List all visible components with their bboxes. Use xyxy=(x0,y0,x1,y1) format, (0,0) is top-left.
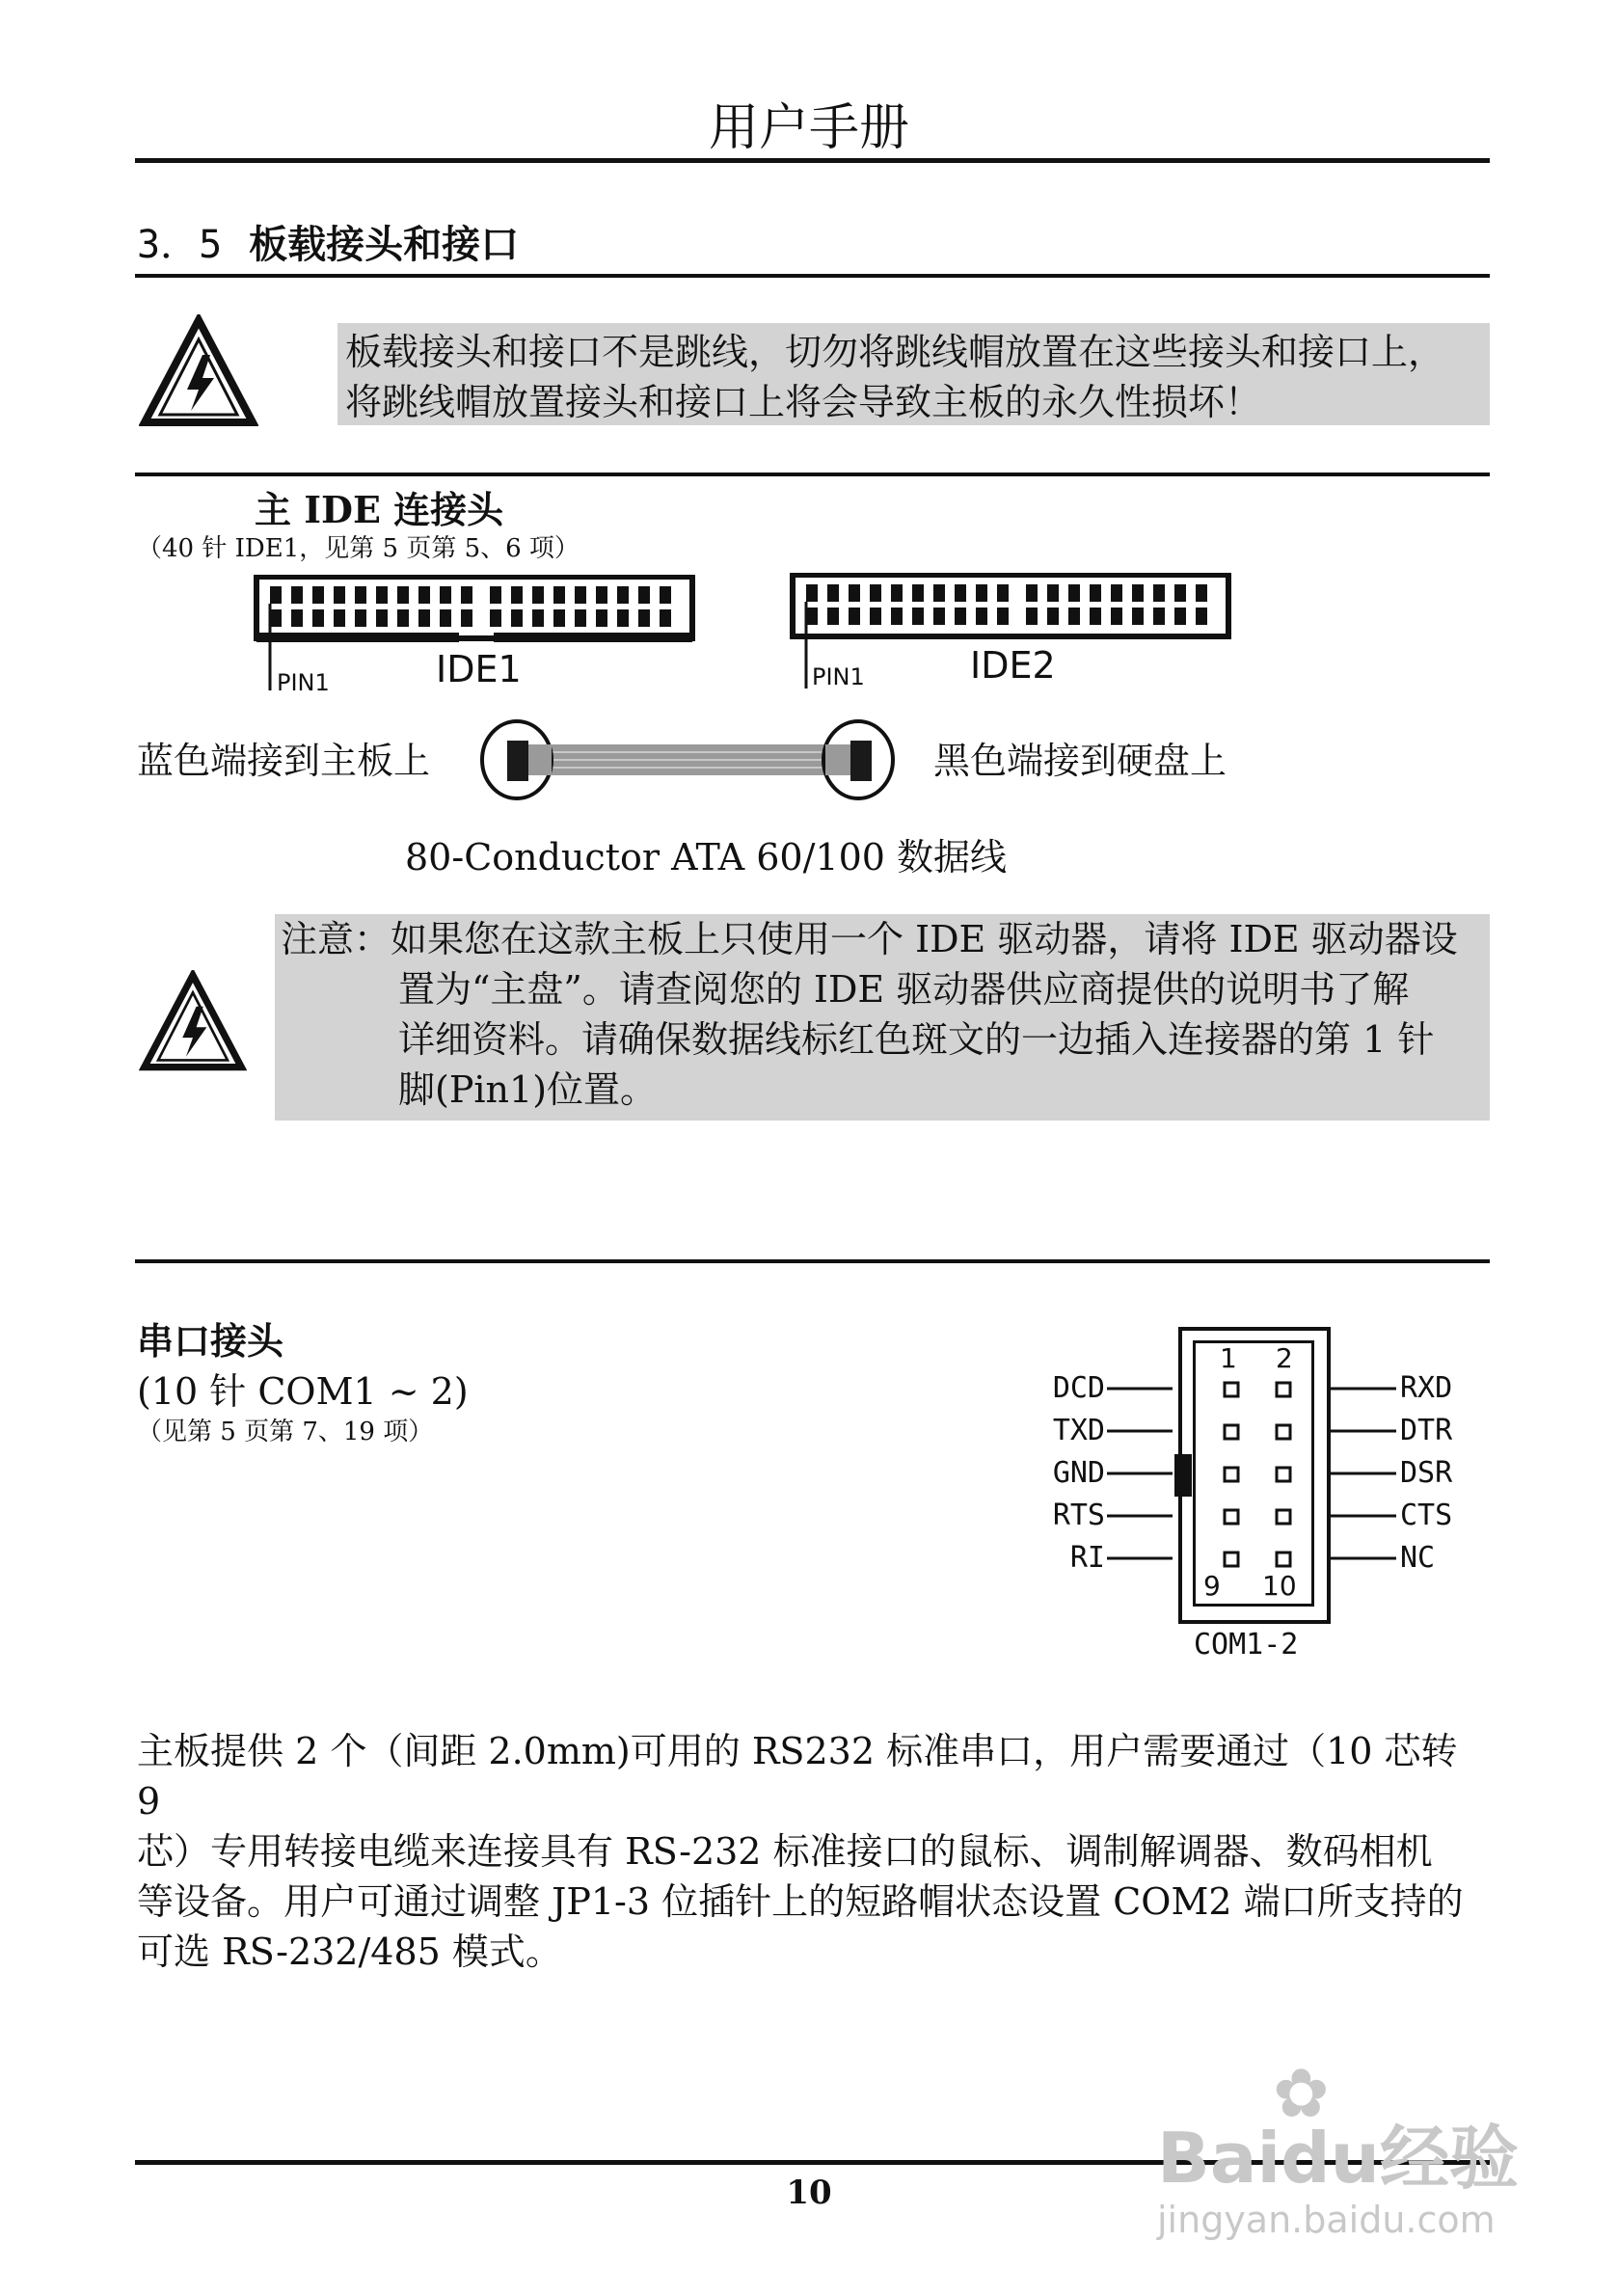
header-rule xyxy=(135,158,1490,163)
note-box xyxy=(275,914,1490,1121)
pin-10-label: 10 xyxy=(1262,1570,1297,1602)
pin-rts-label: RTS xyxy=(1052,1499,1105,1532)
serial-sub1: (10 针 COM1 ~ 2) xyxy=(137,1370,469,1413)
serial-heading: 串口接头 xyxy=(137,1319,284,1363)
pin-9-label: 9 xyxy=(1203,1570,1221,1602)
pin-gnd-label: GND xyxy=(1052,1456,1105,1490)
pin-nc-label: NC xyxy=(1400,1541,1436,1575)
serial-sub2: （见第 5 页第 7、19 项） xyxy=(137,1418,434,1446)
pin-cts-label: CTS xyxy=(1400,1499,1453,1532)
warning-box-1 xyxy=(337,323,1490,425)
ide-heading: 主 IDE 连接头 xyxy=(255,488,504,531)
note-line4: 脚(Pin1)位置。 xyxy=(398,1068,658,1111)
high-voltage-note-icon xyxy=(139,970,247,1072)
body-line1: 主板提供 2 个（间距 2.0mm)可用的 RS232 标准串口，用户需要通过（10 芯转 9 xyxy=(137,1730,1458,1823)
watermark-url: jingyan.baidu.com xyxy=(1157,2199,1496,2241)
body-line4: 可选 RS-232/485 模式。 xyxy=(137,1931,562,1973)
ide-section-rule xyxy=(135,473,1490,476)
body-line2: 芯）专用转接电缆来连接具有 RS-232 标准接口的鼠标、调制解调器、数码相机 xyxy=(137,1830,1433,1873)
section-title: 板载接头和接口 xyxy=(249,222,520,267)
com-connector-diagram xyxy=(1041,1321,1485,1668)
note-line2: 置为“主盘”。请查阅您的 IDE 驱动器供应商提供的说明书了解 xyxy=(398,968,1410,1011)
cable-caption: 80-Conductor ATA 60/100 数据线 xyxy=(405,836,1008,878)
section-rule xyxy=(135,274,1490,278)
high-voltage-warning-icon xyxy=(139,314,258,428)
watermark-brand: Baidu经验 xyxy=(1157,2118,1519,2199)
warning1-line2: 将跳线帽放置接头和接口上将会导致主板的永久性损坏！ xyxy=(345,381,1262,423)
note-line1: 注意：如果您在这款主板上只使用一个 IDE 驱动器，请将 IDE 驱动器设 xyxy=(281,918,1458,960)
note-line3: 详细资料。请确保数据线标红色斑文的一边插入连接器的第 1 针 xyxy=(398,1018,1435,1061)
watermark-paw-icon: ✿ xyxy=(1273,2054,1330,2133)
pin-dcd-label: DCD xyxy=(1052,1371,1105,1405)
pin-1-label: 1 xyxy=(1220,1342,1237,1374)
page-number: 10 xyxy=(786,2174,832,2212)
body-line3: 等设备。用户可通过调整 JP1-3 位插针上的短路帽状态设置 COM2 端口所支持的 xyxy=(137,1880,1464,1923)
pin-rxd-label: RXD xyxy=(1400,1371,1453,1405)
blue-end-label: 蓝色端接到主板上 xyxy=(137,740,431,782)
pin-dsr-label: DSR xyxy=(1400,1456,1453,1490)
ide1-label: IDE1 xyxy=(436,648,522,690)
page-header-title: 用户手册 xyxy=(708,99,909,157)
pin-txd-label: TXD xyxy=(1052,1414,1105,1447)
warning1-line1: 板载接头和接口不是跳线，切勿将跳线帽放置在这些接头和接口上， xyxy=(345,331,1445,373)
serial-section-rule xyxy=(135,1259,1490,1263)
section-number: 3．5 xyxy=(137,223,223,267)
ide2-pin1-label: PIN1 xyxy=(812,663,865,690)
pin-2-label: 2 xyxy=(1276,1342,1293,1374)
serial-description xyxy=(137,1726,1487,1977)
ide-subheading: （40 针 IDE1，见第 5 页第 5、6 项） xyxy=(137,534,580,563)
com-connector-label: COM1-2 xyxy=(1194,1628,1299,1661)
pin-ri-label: RI xyxy=(1069,1541,1105,1575)
black-end-label: 黑色端接到硬盘上 xyxy=(933,740,1227,782)
pin-dtr-label: DTR xyxy=(1400,1414,1453,1447)
ide1-pin1-label: PIN1 xyxy=(277,669,330,696)
ide2-label: IDE2 xyxy=(970,644,1056,687)
section-heading xyxy=(137,214,519,269)
ide-cable-image xyxy=(472,712,906,808)
